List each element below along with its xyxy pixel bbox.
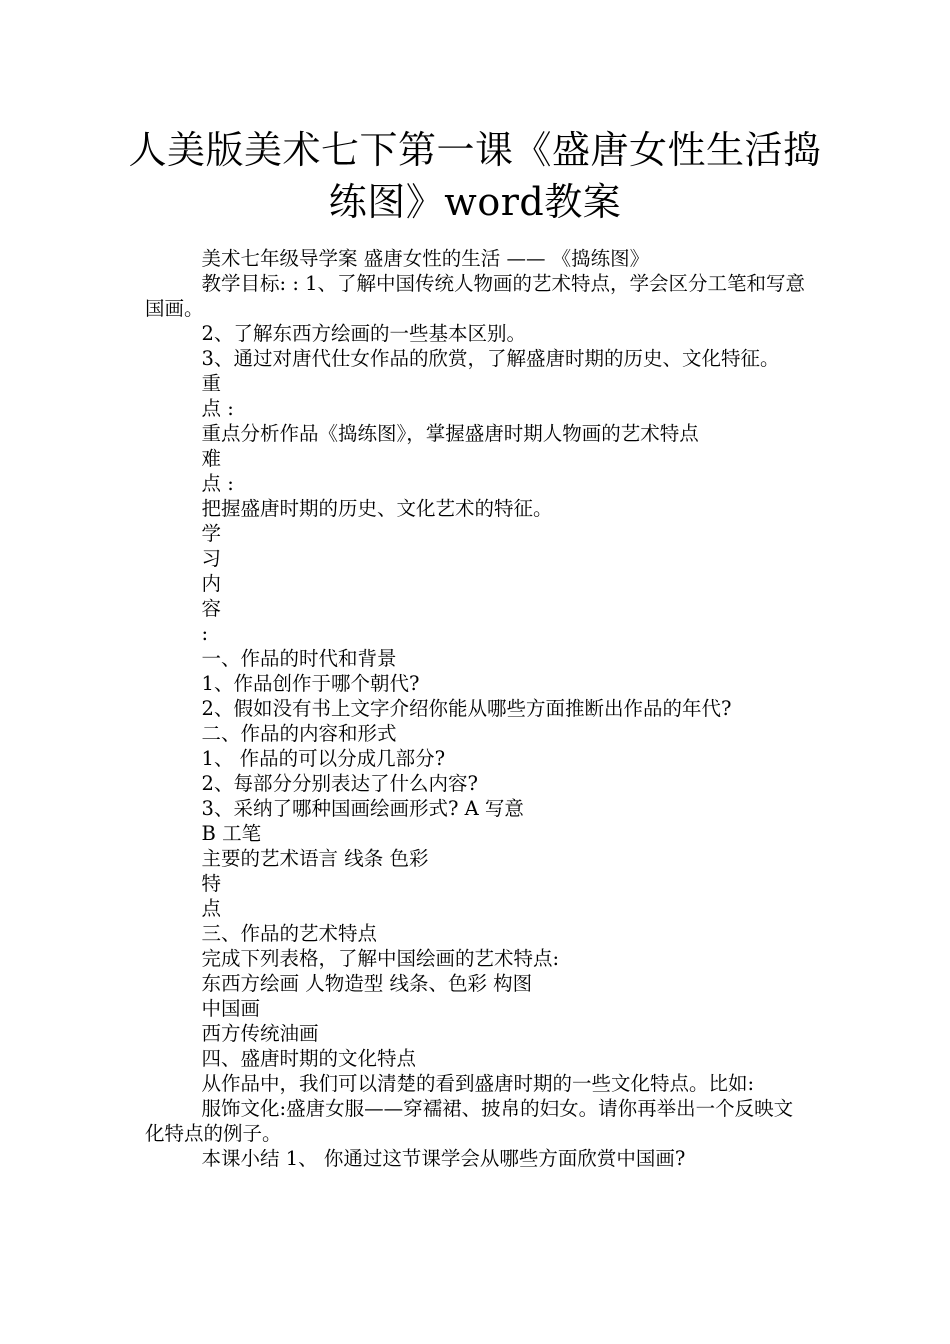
body-paragraph: 点 : <box>201 397 234 420</box>
body-paragraph: 美术七年级导学案 盛唐女性的生活 —— 《捣练图》 <box>201 247 650 270</box>
body-paragraph: 2、每部分分别表达了什么内容? <box>201 772 478 795</box>
document-body <box>145 246 810 1171</box>
body-paragraph: 中国画 <box>201 997 261 1020</box>
body-paragraph: 内 <box>201 572 222 595</box>
body-paragraph: 西方传统油画 <box>201 1022 319 1045</box>
body-paragraph: 特 <box>201 872 222 895</box>
body-paragraph: B 工笔 <box>201 822 262 845</box>
body-paragraph: 习 <box>201 547 222 570</box>
body-paragraph: 2、了解东西方绘画的一些基本区别。 <box>201 322 526 345</box>
body-paragraph: 一、作品的时代和背景 <box>201 647 397 670</box>
body-paragraph: 点 <box>201 897 222 920</box>
body-paragraph: 四、盛唐时期的文化特点 <box>201 1047 417 1070</box>
body-paragraph: 1、作品创作于哪个朝代? <box>201 672 420 695</box>
body-paragraph: 重点分析作品《捣练图》，掌握盛唐时期人物画的艺术特点 <box>201 422 699 445</box>
document-title <box>120 124 830 228</box>
body-paragraph: 二、作品的内容和形式 <box>201 722 397 745</box>
body-paragraph: 服饰文化:盛唐女服——穿襦裙、披帛的妇女。请你再举出一个反映文化特点的例子。 <box>145 1097 794 1145</box>
body-paragraph: 点 : <box>201 472 234 495</box>
body-paragraph: 教学目标: : 1、了解中国传统人物画的艺术特点，学会区分工笔和写意国画。 <box>145 272 805 320</box>
body-paragraph: 主要的艺术语言 线条 色彩 <box>201 847 429 870</box>
body-paragraph: 把握盛唐时期的历史、文化艺术的特征。 <box>201 497 553 520</box>
body-paragraph: 3、采纳了哪种国画绘画形式? A 写意 <box>201 797 524 820</box>
body-paragraph: 本课小结 1、 你通过这节课学会从哪些方面欣赏中国画? <box>201 1147 686 1170</box>
body-paragraph: 重 <box>201 372 222 395</box>
body-paragraph: 难 <box>201 447 222 470</box>
body-paragraph: : <box>201 622 209 645</box>
body-paragraph: 完成下列表格，了解中国绘画的艺术特点: <box>201 947 560 970</box>
title-line-2: 练图》word教案 <box>328 180 622 224</box>
body-paragraph: 从作品中，我们可以清楚的看到盛唐时期的一些文化特点。比如: <box>201 1072 755 1095</box>
body-paragraph: 1、 作品的可以分成几部分? <box>201 747 446 770</box>
body-paragraph: 3、通过对唐代仕女作品的欣赏，了解盛唐时期的历史、文化特征。 <box>201 347 780 370</box>
body-paragraph: 东西方绘画 人物造型 线条、色彩 构图 <box>201 972 533 995</box>
title-line-1: 人美版美术七下第一课《盛唐女性生活捣 <box>128 128 822 172</box>
body-paragraph: 2、假如没有书上文字介绍你能从哪些方面推断出作品的年代? <box>201 697 732 720</box>
body-paragraph: 三、作品的艺术特点 <box>201 922 378 945</box>
body-paragraph: 学 <box>201 522 222 545</box>
body-paragraph: 容 <box>201 597 222 620</box>
